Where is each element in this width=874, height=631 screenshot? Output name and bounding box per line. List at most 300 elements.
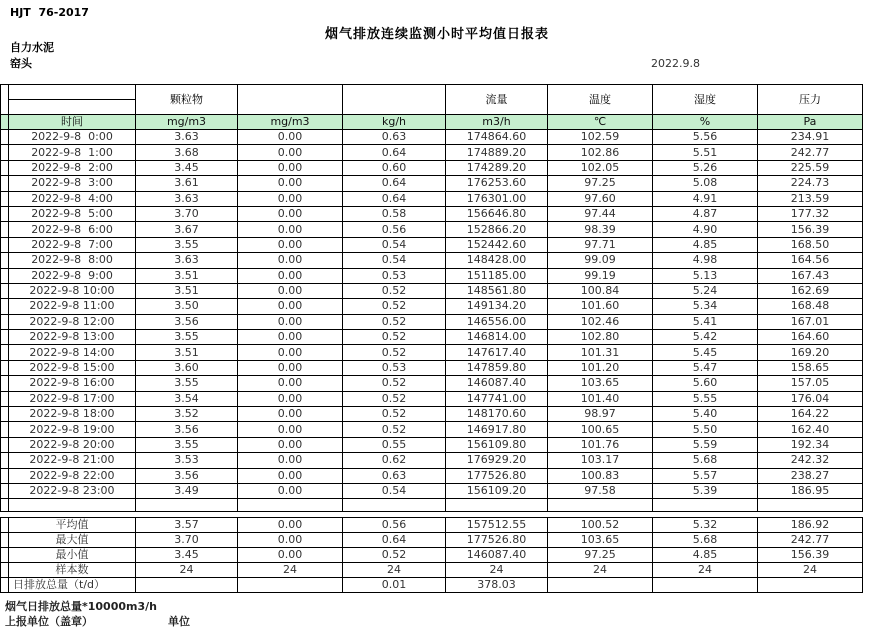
value-cell: 5.57: [653, 468, 758, 483]
hourly-data-row: [1, 268, 863, 283]
value-cell: 167.01: [758, 314, 863, 329]
monitoring-point: 窑头: [10, 57, 32, 70]
row-lead-cell: [1, 437, 9, 452]
value-cell: 0.00: [238, 360, 343, 375]
page-title: 烟气排放连续监测小时平均值日报表: [324, 27, 549, 42]
value-cell: 0.00: [238, 237, 343, 252]
value-cell: 98.39: [548, 222, 653, 237]
value-cell: 0.00: [238, 468, 343, 483]
value-cell: 0.52: [343, 299, 446, 314]
value-cell: 147859.80: [446, 360, 548, 375]
value-cell: [136, 499, 238, 512]
hourly-data-row: [1, 283, 863, 298]
value-cell: 0.00: [238, 483, 343, 498]
hourly-data-row: [1, 453, 863, 468]
value-cell: 5.41: [653, 314, 758, 329]
row-label-cell: 2022-9-8 3:00: [9, 176, 136, 191]
value-cell: 101.40: [548, 391, 653, 406]
row-label-cell: 2022-9-8 4:00: [9, 191, 136, 206]
value-cell: [136, 578, 238, 593]
row-lead-cell: [1, 206, 9, 221]
value-cell: 0.52: [343, 345, 446, 360]
value-cell: 3.49: [136, 483, 238, 498]
hourly-data-row: [1, 191, 863, 206]
group-header-row: [1, 85, 863, 100]
value-cell: 0.52: [343, 548, 446, 563]
main-table-body: [1, 85, 863, 512]
value-cell: 103.17: [548, 453, 653, 468]
row-lead-cell: [1, 253, 9, 268]
sample-count-row: [1, 563, 863, 578]
value-cell: 5.50: [653, 422, 758, 437]
row-label-cell: [9, 499, 136, 512]
value-cell: 0.00: [238, 407, 343, 422]
value-cell: 99.09: [548, 253, 653, 268]
value-cell: 148428.00: [446, 253, 548, 268]
value-cell: 102.46: [548, 314, 653, 329]
value-cell: 174289.20: [446, 160, 548, 175]
value-cell: 0.00: [238, 206, 343, 221]
unit-header-row: [1, 115, 863, 130]
value-cell: 24: [653, 563, 758, 578]
value-cell: 103.65: [548, 533, 653, 548]
value-cell: 152442.60: [446, 237, 548, 252]
value-cell: 5.24: [653, 283, 758, 298]
row-label-cell: 2022-9-8 17:00: [9, 391, 136, 406]
value-cell: 0.00: [238, 314, 343, 329]
row-label-cell: 平均值: [9, 518, 136, 533]
value-cell: 157512.55: [446, 518, 548, 533]
value-cell: 97.71: [548, 237, 653, 252]
value-cell: 0.00: [238, 533, 343, 548]
value-cell: 100.65: [548, 422, 653, 437]
row-label-cell: 2022-9-8 18:00: [9, 407, 136, 422]
value-cell: 0.00: [238, 283, 343, 298]
reporting-unit-label: 上报单位（盖章）: [5, 615, 93, 628]
value-cell: [238, 578, 343, 593]
value-cell: 146814.00: [446, 330, 548, 345]
hourly-data-row: [1, 130, 863, 145]
row-lead-cell: [1, 283, 9, 298]
value-cell: 0.00: [238, 437, 343, 452]
value-cell: 0.63: [343, 130, 446, 145]
row-label-cell: 2022-9-8 14:00: [9, 345, 136, 360]
value-cell: 177.32: [758, 206, 863, 221]
value-cell: [548, 499, 653, 512]
value-cell: 24: [548, 563, 653, 578]
unit-corner-cell: [1, 115, 9, 130]
value-cell: 0.54: [343, 483, 446, 498]
row-lead-cell: [1, 422, 9, 437]
value-cell: 176.04: [758, 391, 863, 406]
value-cell: 97.58: [548, 483, 653, 498]
hourly-data-row: [1, 468, 863, 483]
value-cell: 242.77: [758, 533, 863, 548]
value-cell: 5.42: [653, 330, 758, 345]
value-cell: 0.00: [238, 268, 343, 283]
row-label-cell: 2022-9-8 19:00: [9, 422, 136, 437]
summary-table: [0, 517, 863, 593]
value-cell: 0.64: [343, 145, 446, 160]
value-cell: 103.65: [548, 376, 653, 391]
row-label-cell: 2022-9-8 8:00: [9, 253, 136, 268]
unit-percent: %: [653, 115, 758, 130]
value-cell: 0.53: [343, 268, 446, 283]
value-cell: 101.20: [548, 360, 653, 375]
unit-kg-h: kg/h: [343, 115, 446, 130]
row-label-cell: 2022-9-8 2:00: [9, 160, 136, 175]
value-cell: 164.56: [758, 253, 863, 268]
value-cell: 5.45: [653, 345, 758, 360]
value-cell: 0.63: [343, 468, 446, 483]
value-cell: 148561.80: [446, 283, 548, 298]
value-cell: 24: [446, 563, 548, 578]
value-cell: 0.00: [238, 453, 343, 468]
value-cell: 97.60: [548, 191, 653, 206]
value-cell: 3.67: [136, 222, 238, 237]
row-lead-cell: [1, 237, 9, 252]
value-cell: 0.01: [343, 578, 446, 593]
row-lead-cell: [1, 533, 9, 548]
row-lead-cell: [1, 176, 9, 191]
value-cell: 3.55: [136, 237, 238, 252]
hourly-data-row: [1, 376, 863, 391]
unit-celsius: ℃: [548, 115, 653, 130]
row-label-cell: 2022-9-8 10:00: [9, 283, 136, 298]
value-cell: 156.39: [758, 222, 863, 237]
row-lead-cell: [1, 468, 9, 483]
value-cell: 5.13: [653, 268, 758, 283]
value-cell: 0.54: [343, 253, 446, 268]
value-cell: 0.00: [238, 391, 343, 406]
value-cell: 156.39: [758, 548, 863, 563]
value-cell: 0.00: [238, 191, 343, 206]
row-label-cell: 样本数: [9, 563, 136, 578]
value-cell: 5.40: [653, 407, 758, 422]
row-label-cell: 2022-9-8 22:00: [9, 468, 136, 483]
value-cell: 0.00: [238, 222, 343, 237]
value-cell: 225.59: [758, 160, 863, 175]
value-cell: 146917.80: [446, 422, 548, 437]
row-lead-cell: [1, 360, 9, 375]
value-cell: [548, 578, 653, 593]
hourly-data-row: [1, 422, 863, 437]
value-cell: 101.31: [548, 345, 653, 360]
hourly-data-row: [1, 145, 863, 160]
row-label-cell: 2022-9-8 12:00: [9, 314, 136, 329]
value-cell: 5.51: [653, 145, 758, 160]
value-cell: 3.55: [136, 437, 238, 452]
value-cell: 158.65: [758, 360, 863, 375]
row-label-cell: 2022-9-8 16:00: [9, 376, 136, 391]
value-cell: 146087.40: [446, 376, 548, 391]
value-cell: [653, 578, 758, 593]
value-cell: 0.56: [343, 518, 446, 533]
value-cell: 3.55: [136, 330, 238, 345]
value-cell: 5.56: [653, 130, 758, 145]
hourly-data-row: [1, 206, 863, 221]
value-cell: 5.60: [653, 376, 758, 391]
value-cell: 0.00: [238, 145, 343, 160]
value-cell: [758, 499, 863, 512]
value-cell: 224.73: [758, 176, 863, 191]
value-cell: 156109.20: [446, 483, 548, 498]
hourly-data-row: [1, 330, 863, 345]
value-cell: 5.68: [653, 533, 758, 548]
value-cell: 3.45: [136, 160, 238, 175]
value-cell: 24: [238, 563, 343, 578]
value-cell: 0.52: [343, 407, 446, 422]
value-cell: 0.00: [238, 548, 343, 563]
value-cell: 3.60: [136, 360, 238, 375]
value-cell: 5.47: [653, 360, 758, 375]
value-cell: 24: [343, 563, 446, 578]
hourly-data-table: [0, 84, 863, 512]
row-label-cell: 2022-9-8 1:00: [9, 145, 136, 160]
value-cell: 3.63: [136, 253, 238, 268]
col-header-blank-1: [238, 85, 343, 115]
row-label-cell: 2022-9-8 9:00: [9, 268, 136, 283]
value-cell: 146087.40: [446, 548, 548, 563]
value-cell: 4.85: [653, 548, 758, 563]
flue-gas-total-note: 烟气日排放总量*10000m3/h: [5, 600, 157, 613]
col-header-blank-2: [343, 85, 446, 115]
value-cell: 98.97: [548, 407, 653, 422]
value-cell: 4.98: [653, 253, 758, 268]
value-cell: 100.83: [548, 468, 653, 483]
value-cell: 3.53: [136, 453, 238, 468]
value-cell: 5.26: [653, 160, 758, 175]
value-cell: 213.59: [758, 191, 863, 206]
row-label-cell: 最小值: [9, 548, 136, 563]
row-lead-cell: [1, 345, 9, 360]
value-cell: 0.00: [238, 330, 343, 345]
value-cell: 234.91: [758, 130, 863, 145]
row-lead-cell: [1, 191, 9, 206]
row-label-cell: 2022-9-8 23:00: [9, 483, 136, 498]
row-lead-cell: [1, 391, 9, 406]
value-cell: 4.90: [653, 222, 758, 237]
value-cell: 5.68: [653, 453, 758, 468]
value-cell: 147741.00: [446, 391, 548, 406]
value-cell: 3.45: [136, 548, 238, 563]
hourly-data-row: [1, 299, 863, 314]
value-cell: 176929.20: [446, 453, 548, 468]
value-cell: 5.32: [653, 518, 758, 533]
row-lead-cell: [1, 518, 9, 533]
value-cell: 168.48: [758, 299, 863, 314]
unit-mg-m3-1: mg/m3: [136, 115, 238, 130]
hourly-data-row: [1, 176, 863, 191]
row-lead-cell: [1, 145, 9, 160]
row-lead-cell: [1, 222, 9, 237]
row-label-cell: 日排放总量（t/d）: [9, 578, 136, 593]
value-cell: 0.00: [238, 422, 343, 437]
value-cell: 177526.80: [446, 533, 548, 548]
value-cell: 146556.00: [446, 314, 548, 329]
hourly-data-row: [1, 407, 863, 422]
value-cell: 169.20: [758, 345, 863, 360]
unit-pa: Pa: [758, 115, 863, 130]
value-cell: 24: [136, 563, 238, 578]
time-header-upper-cell: [9, 85, 136, 100]
value-cell: 3.54: [136, 391, 238, 406]
value-cell: 0.64: [343, 533, 446, 548]
row-lead-cell: [1, 453, 9, 468]
value-cell: 0.00: [238, 376, 343, 391]
col-header-particulate: 颗粒物: [136, 85, 238, 115]
value-cell: 147617.40: [446, 345, 548, 360]
value-cell: 156646.80: [446, 206, 548, 221]
value-cell: 24: [758, 563, 863, 578]
value-cell: 3.68: [136, 145, 238, 160]
value-cell: 238.27: [758, 468, 863, 483]
value-cell: 3.70: [136, 206, 238, 221]
value-cell: 0.00: [238, 176, 343, 191]
value-cell: 0.00: [238, 345, 343, 360]
value-cell: 5.55: [653, 391, 758, 406]
value-cell: 0.52: [343, 376, 446, 391]
row-label-cell: 2022-9-8 20:00: [9, 437, 136, 452]
value-cell: 186.95: [758, 483, 863, 498]
value-cell: 0.62: [343, 453, 446, 468]
value-cell: 0.00: [238, 299, 343, 314]
row-lead-cell: [1, 483, 9, 498]
value-cell: 242.32: [758, 453, 863, 468]
value-cell: 3.56: [136, 422, 238, 437]
row-lead-cell: [1, 578, 9, 593]
hourly-data-row: [1, 360, 863, 375]
value-cell: 101.60: [548, 299, 653, 314]
row-label-cell: 2022-9-8 5:00: [9, 206, 136, 221]
hourly-data-row: [1, 437, 863, 452]
value-cell: 97.25: [548, 548, 653, 563]
value-cell: 5.59: [653, 437, 758, 452]
value-cell: 3.56: [136, 314, 238, 329]
value-cell: [446, 499, 548, 512]
value-cell: 0.56: [343, 222, 446, 237]
row-label-cell: 2022-9-8 13:00: [9, 330, 136, 345]
hourly-data-row: [1, 345, 863, 360]
hourly-data-row: [1, 253, 863, 268]
value-cell: 156109.80: [446, 437, 548, 452]
col-header-flow: 流量: [446, 85, 548, 115]
value-cell: 0.52: [343, 330, 446, 345]
value-cell: [238, 499, 343, 512]
value-cell: 4.85: [653, 237, 758, 252]
value-cell: 100.84: [548, 283, 653, 298]
value-cell: 0.52: [343, 422, 446, 437]
value-cell: 176301.00: [446, 191, 548, 206]
value-cell: 0.55: [343, 437, 446, 452]
value-cell: 174864.60: [446, 130, 548, 145]
value-cell: 0.00: [238, 518, 343, 533]
value-cell: 102.05: [548, 160, 653, 175]
value-cell: 0.54: [343, 237, 446, 252]
row-lead-cell: [1, 407, 9, 422]
value-cell: 3.63: [136, 130, 238, 145]
value-cell: 3.56: [136, 468, 238, 483]
minimum-row: [1, 548, 863, 563]
company-name: 自力水泥: [10, 41, 54, 54]
value-cell: 0.52: [343, 283, 446, 298]
value-cell: 3.51: [136, 283, 238, 298]
value-cell: 3.57: [136, 518, 238, 533]
row-lead-cell: [1, 330, 9, 345]
row-lead-cell: [1, 160, 9, 175]
value-cell: 177526.80: [446, 468, 548, 483]
value-cell: 157.05: [758, 376, 863, 391]
value-cell: 0.00: [238, 160, 343, 175]
unit-time: 时间: [9, 115, 136, 130]
col-header-temperature: 温度: [548, 85, 653, 115]
unit-label: 单位: [168, 615, 190, 628]
value-cell: 192.34: [758, 437, 863, 452]
value-cell: 0.52: [343, 391, 446, 406]
row-label-cell: 2022-9-8 21:00: [9, 453, 136, 468]
hourly-data-row: [1, 237, 863, 252]
col-header-pressure: 压力: [758, 85, 863, 115]
row-lead-cell: [1, 499, 9, 512]
value-cell: 174889.20: [446, 145, 548, 160]
value-cell: 148170.60: [446, 407, 548, 422]
value-cell: 0.58: [343, 206, 446, 221]
value-cell: 100.52: [548, 518, 653, 533]
value-cell: 3.51: [136, 268, 238, 283]
unit-m3-h: m3/h: [446, 115, 548, 130]
value-cell: [758, 578, 863, 593]
hourly-data-row: [1, 391, 863, 406]
daily-total-row: [1, 578, 863, 593]
value-cell: 0.64: [343, 176, 446, 191]
row-lead-cell: [1, 376, 9, 391]
value-cell: 3.63: [136, 191, 238, 206]
value-cell: 97.25: [548, 176, 653, 191]
value-cell: 102.80: [548, 330, 653, 345]
value-cell: 0.53: [343, 360, 446, 375]
value-cell: 151185.00: [446, 268, 548, 283]
value-cell: 3.61: [136, 176, 238, 191]
value-cell: 97.44: [548, 206, 653, 221]
value-cell: 164.22: [758, 407, 863, 422]
value-cell: 162.40: [758, 422, 863, 437]
value-cell: 162.69: [758, 283, 863, 298]
value-cell: 3.70: [136, 533, 238, 548]
value-cell: 3.50: [136, 299, 238, 314]
value-cell: [653, 499, 758, 512]
row-label-cell: 2022-9-8 0:00: [9, 130, 136, 145]
value-cell: 149134.20: [446, 299, 548, 314]
value-cell: 168.50: [758, 237, 863, 252]
value-cell: 102.59: [548, 130, 653, 145]
row-lead-cell: [1, 314, 9, 329]
unit-mg-m3-2: mg/m3: [238, 115, 343, 130]
value-cell: 186.92: [758, 518, 863, 533]
value-cell: 0.64: [343, 191, 446, 206]
value-cell: 378.03: [446, 578, 548, 593]
row-label-cell: 2022-9-8 15:00: [9, 360, 136, 375]
hourly-data-row: [1, 314, 863, 329]
row-lead-cell: [1, 299, 9, 314]
value-cell: 242.77: [758, 145, 863, 160]
value-cell: 3.51: [136, 345, 238, 360]
hourly-data-row: [1, 483, 863, 498]
value-cell: 4.87: [653, 206, 758, 221]
standard-number: HJT 76-2017: [10, 6, 89, 19]
value-cell: 5.34: [653, 299, 758, 314]
time-header-lower-cell: [9, 100, 136, 115]
value-cell: 164.60: [758, 330, 863, 345]
